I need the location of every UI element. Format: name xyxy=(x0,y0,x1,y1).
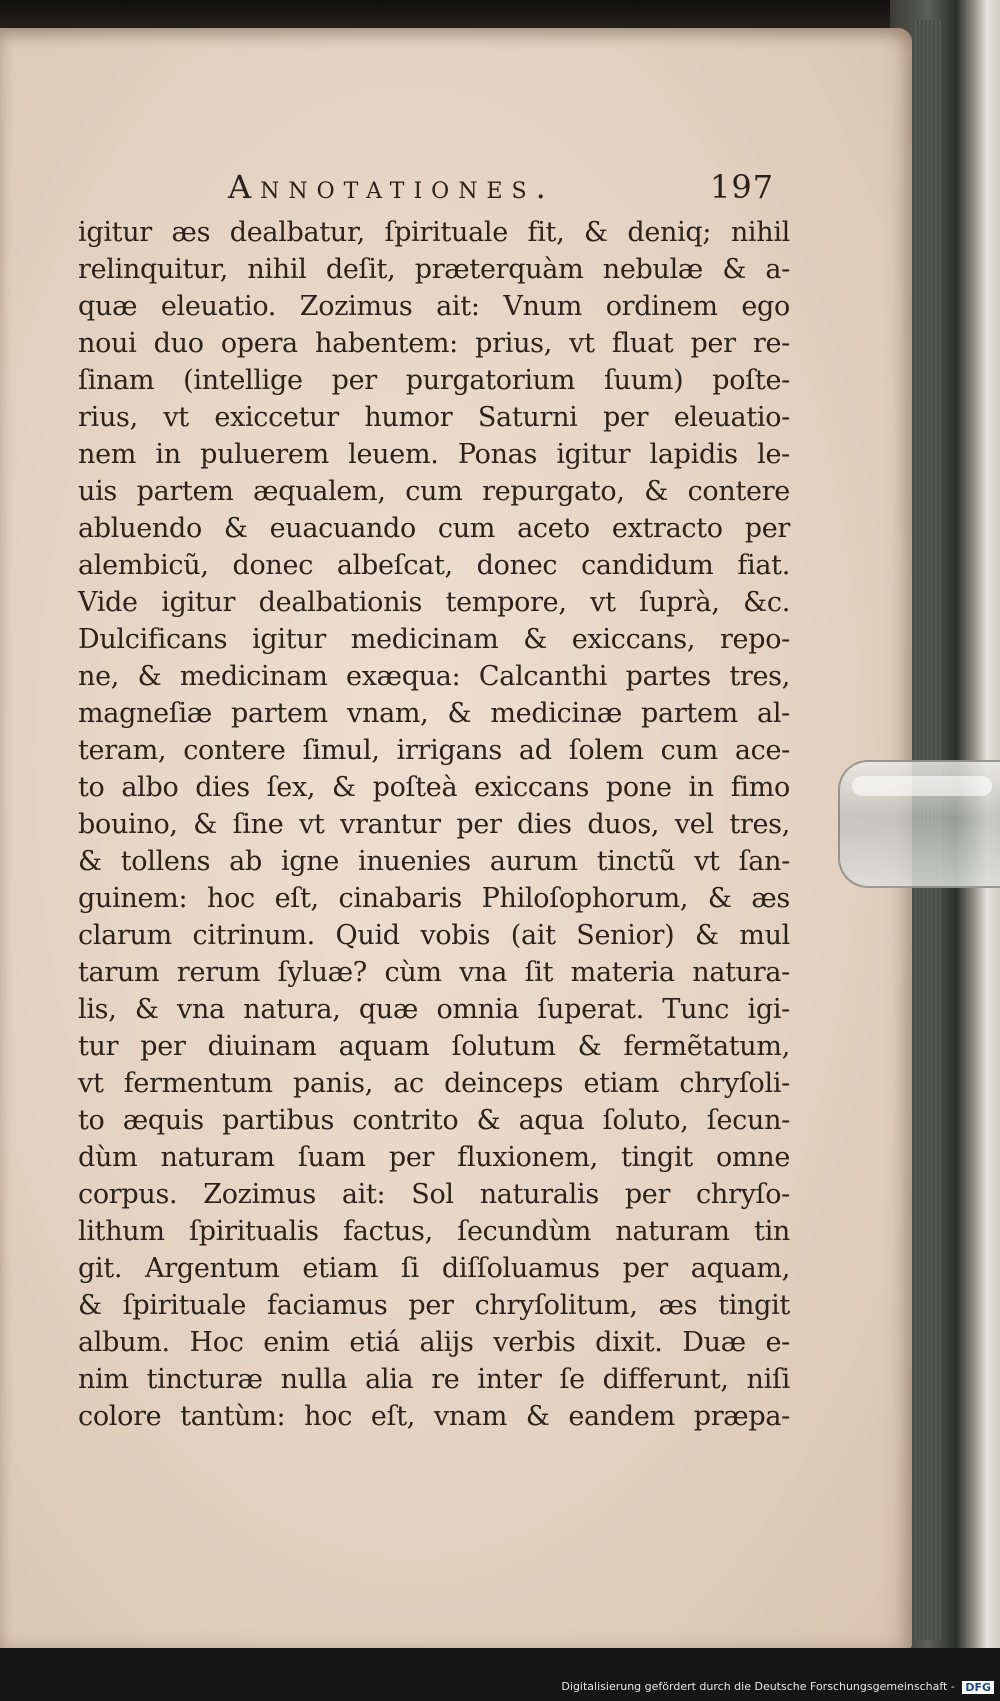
credit-text: Digitalisierung gefördert durch die Deutsche Forschungsgemeinschaft - xyxy=(561,1680,955,1693)
dfg-logo: DFG xyxy=(962,1681,994,1694)
text-line: bouino, & ſine vt vrantur per dies duos, vel tres, xyxy=(78,809,790,840)
page-number: 197 xyxy=(710,168,775,206)
text-line: rius, vt exiccetur humor Saturni per eleuatio- xyxy=(78,402,790,433)
text-line: lis, & vna natura, quæ omnia ſuperat. Tunc igi- xyxy=(78,994,790,1025)
text-line: git. Argentum etiam ſi diſſoluamus per aquam, xyxy=(78,1253,790,1284)
text-line: to albo dies ſex, & poſteà exiccans pone in fimo xyxy=(78,772,790,803)
body-text xyxy=(78,214,790,1435)
text-line: clarum citrinum. Quid vobis (ait Senior) & mul xyxy=(78,920,790,951)
text-line: uis partem æqualem, cum repurgato, & contere xyxy=(78,476,790,507)
text-line: nem in puluerem leuem. Ponas igitur lapidis le- xyxy=(78,439,790,470)
glass-page-clip xyxy=(838,760,1000,888)
text-line: vt fermentum panis, ac deinceps etiam chryſoli- xyxy=(78,1068,790,1099)
text-line: & tollens ab igne inuenies aurum tinctũ vt ſan- xyxy=(78,846,790,877)
text-line: ſinam (intellige per purgatorium ſuum) poſte- xyxy=(78,365,790,396)
text-line: tarum rerum ſyluæ? cùm vna ſit materia natura- xyxy=(78,957,790,988)
text-line: magneſiæ partem vnam, & medicinæ partem al- xyxy=(78,698,790,729)
text-line: nim tincturæ nulla alia re inter ſe differunt, niſi xyxy=(78,1364,790,1395)
text-line: to æquis partibus contrito & aqua ſoluto, ſecun- xyxy=(78,1105,790,1136)
text-line: quæ eleuatio. Zozimus ait: Vnum ordinem ego xyxy=(78,291,790,322)
text-line: tur per diuinam aquam ſolutum & fermẽtatum, xyxy=(78,1031,790,1062)
text-line: album. Hoc enim etiá alijs verbis dixit. Duæ e- xyxy=(78,1327,790,1358)
text-line: noui duo opera habentem: prius, vt fluat per re- xyxy=(78,328,790,359)
digitization-credit xyxy=(561,1680,994,1694)
text-line: igitur æs dealbatur, ſpirituale fit, & deniq; nihil xyxy=(78,217,790,248)
paper-page xyxy=(0,28,912,1650)
text-line: lithum ſpiritualis factus, ſecundùm naturam tin xyxy=(78,1216,790,1247)
text-line: guinem: hoc eſt, cinabaris Philoſophorum, & æs xyxy=(78,883,790,914)
text-line: abluendo & euacuando cum aceto extracto per xyxy=(78,513,790,544)
text-line: dùm naturam ſuam per fluxionem, tingit omne xyxy=(78,1142,790,1173)
text-line: relinquitur, nihil deſit, præterquàm nebulæ & a- xyxy=(78,254,790,285)
text-line: teram, contere ſimul, irrigans ad ſolem cum ace- xyxy=(78,735,790,766)
text-line: ne, & medicinam exæqua: Calcanthi partes tres, xyxy=(78,661,790,692)
text-line: colore tantùm: hoc eſt, vnam & eandem præpa- xyxy=(78,1401,790,1432)
text-line: corpus. Zozimus ait: Sol naturalis per chryſo- xyxy=(78,1179,790,1210)
page-header xyxy=(80,168,780,212)
text-line: Vide igitur dealbationis tempore, vt ſuprà, &c. xyxy=(78,587,790,618)
running-head: Annotationes. xyxy=(228,168,555,206)
text-line: Dulcificans igitur medicinam & exiccans, repo- xyxy=(78,624,790,655)
text-line: alembicũ, donec albeſcat, donec candidum fiat. xyxy=(78,550,790,581)
clip-highlight xyxy=(852,776,992,796)
text-line: & ſpirituale faciamus per chryſolitum, æs tingit xyxy=(78,1290,790,1321)
